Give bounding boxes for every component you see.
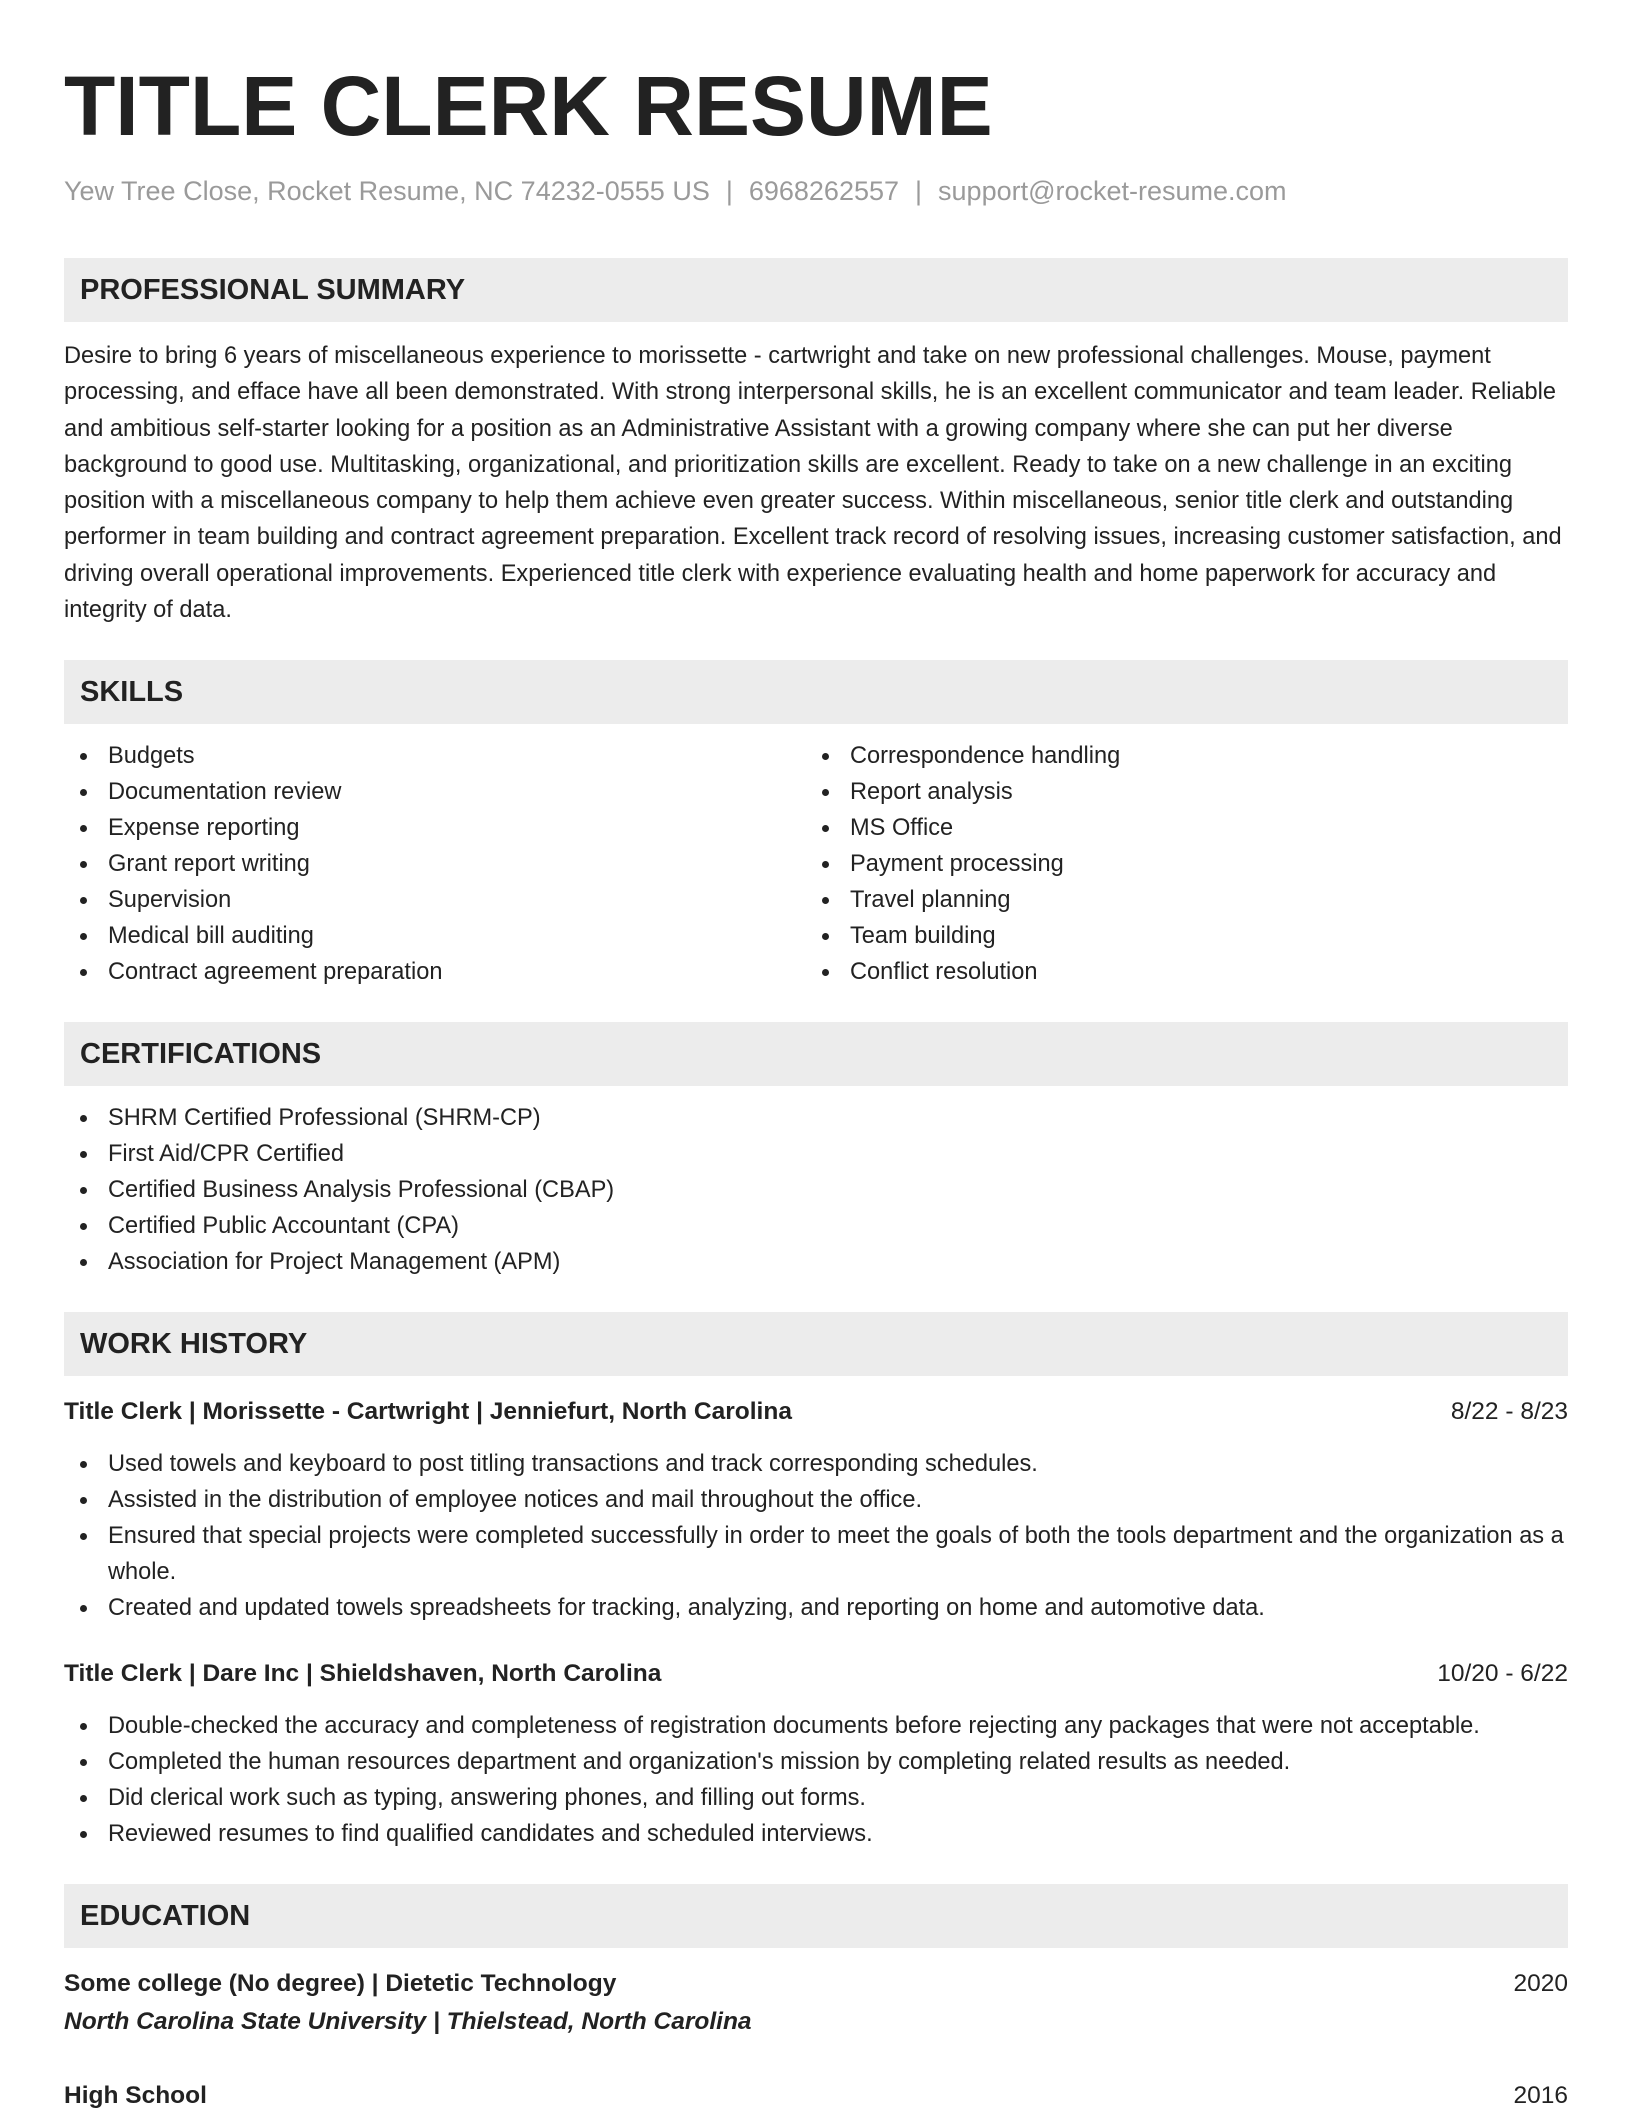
education-entry <box>64 2078 1568 2114</box>
skill-item: Budgets <box>64 738 806 774</box>
skill-item: Payment processing <box>806 846 1548 882</box>
job-duty: Did clerical work such as typing, answering phones, and filling out forms. <box>64 1780 1568 1816</box>
work-history-heading: WORK HISTORY <box>64 1312 1568 1376</box>
education-entry <box>64 1966 1568 2042</box>
certification-item: Association for Project Management (APM) <box>64 1244 1568 1280</box>
job-title: Title Clerk | Dare Inc | Shieldshaven, North Carolina <box>64 1660 662 1688</box>
certification-item: Certified Business Analysis Professional (CBAP) <box>64 1172 1568 1208</box>
skills-heading: SKILLS <box>64 660 1568 724</box>
job-duty: Created and updated towels spreadsheets for tracking, analyzing, and reporting on home and automotive data. <box>64 1590 1568 1626</box>
skill-item: Travel planning <box>806 882 1548 918</box>
job-duties <box>64 1446 1568 1626</box>
certifications-heading: CERTIFICATIONS <box>64 1022 1568 1086</box>
job-header <box>64 1394 1568 1430</box>
job-duty: Completed the human resources department and organization's mission by completing related results as needed. <box>64 1744 1568 1780</box>
skill-item: Contract agreement preparation <box>64 954 806 990</box>
skill-item: Conflict resolution <box>806 954 1548 990</box>
certification-item: First Aid/CPR Certified <box>64 1136 1568 1172</box>
skill-item: Medical bill auditing <box>64 918 806 954</box>
education-degree: Some college (No degree) | Dietetic Technology <box>64 1970 617 1998</box>
job-duty: Double-checked the accuracy and completeness of registration documents before rejecting any packages that were not acceptable. <box>64 1708 1568 1744</box>
certifications-list <box>64 1100 1568 1280</box>
contact-phone: 6968262557 <box>748 176 900 206</box>
education-heading: EDUCATION <box>64 1884 1568 1948</box>
skills-grid <box>64 738 1568 990</box>
skill-item: Team building <box>806 918 1548 954</box>
skill-item: Report analysis <box>806 774 1548 810</box>
job-header <box>64 1656 1568 1692</box>
certification-item: Certified Public Accountant (CPA) <box>64 1208 1568 1244</box>
skill-item: Documentation review <box>64 774 806 810</box>
contact-separator: | <box>725 176 733 206</box>
skill-item: Expense reporting <box>64 810 806 846</box>
skill-item: Correspondence handling <box>806 738 1548 774</box>
job-duties <box>64 1708 1568 1852</box>
skill-item: Grant report writing <box>64 846 806 882</box>
job-dates: 10/20 - 6/22 <box>1437 1660 1568 1688</box>
summary-heading: PROFESSIONAL SUMMARY <box>64 258 1568 322</box>
job-title: Title Clerk | Morissette - Cartwright | Jenniefurt, North Carolina <box>64 1398 792 1426</box>
job-entry <box>64 1394 1568 1626</box>
contact-line <box>64 174 1568 208</box>
skill-item: Supervision <box>64 882 806 918</box>
resume-page <box>64 0 1568 2114</box>
contact-separator: | <box>915 176 923 206</box>
job-dates: 8/22 - 8/23 <box>1450 1398 1568 1426</box>
contact-address: Yew Tree Close, Rocket Resume, NC 74232-0555 US <box>64 176 710 206</box>
certification-item: SHRM Certified Professional (SHRM-CP) <box>64 1100 1568 1136</box>
education-year: 2016 <box>1513 2082 1568 2110</box>
education-header <box>64 1966 1568 2002</box>
education-degree: High School <box>64 2082 207 2110</box>
education-year: 2020 <box>1513 1970 1568 1998</box>
skill-item: MS Office <box>806 810 1548 846</box>
summary-text: Desire to bring 6 years of miscellaneous experience to morissette - cartwright and take on new professional challenges. Mouse, payment processing, and efface have all been demonstrated. With strong interpersonal skills, he is an excellent communicator and team leader. Reliable and ambitious self-starter looking for a position as an Administrative Assistant with a growing company where she can put her diverse background to good use. Multitasking, organizational, and prioritization skills are excellent. Ready to take on a new challenge in an exciting position with a miscellaneous company to help them achieve even greater success. Within miscellaneous, senior title clerk and outstanding performer in team building and contract agreement preparation. Excellent track record of resolving issues, increasing customer satisfaction, and driving overall operational improvements. Experienced title clerk with experience evaluating health and home paperwork for accuracy and integrity of data. <box>64 343 1562 624</box>
education-school: North Carolina State University | Thielstead, North Carolina <box>64 2008 752 2036</box>
job-entry <box>64 1656 1568 1852</box>
contact-email: support@rocket-resume.com <box>938 176 1287 206</box>
job-duty: Used towels and keyboard to post titling transactions and track corresponding schedules. <box>64 1446 1568 1482</box>
job-duty: Ensured that special projects were completed successfully in order to meet the goals of both the tools department and the organization as a whole. <box>64 1518 1568 1590</box>
job-duty: Reviewed resumes to find qualified candidates and scheduled interviews. <box>64 1816 1568 1852</box>
education-header <box>64 2078 1568 2114</box>
resume-title: TITLE CLERK RESUME <box>64 59 993 153</box>
job-duty: Assisted in the distribution of employee notices and mail throughout the office. <box>64 1482 1568 1518</box>
skills-list-right <box>806 738 1548 990</box>
skills-list-left <box>64 738 806 990</box>
